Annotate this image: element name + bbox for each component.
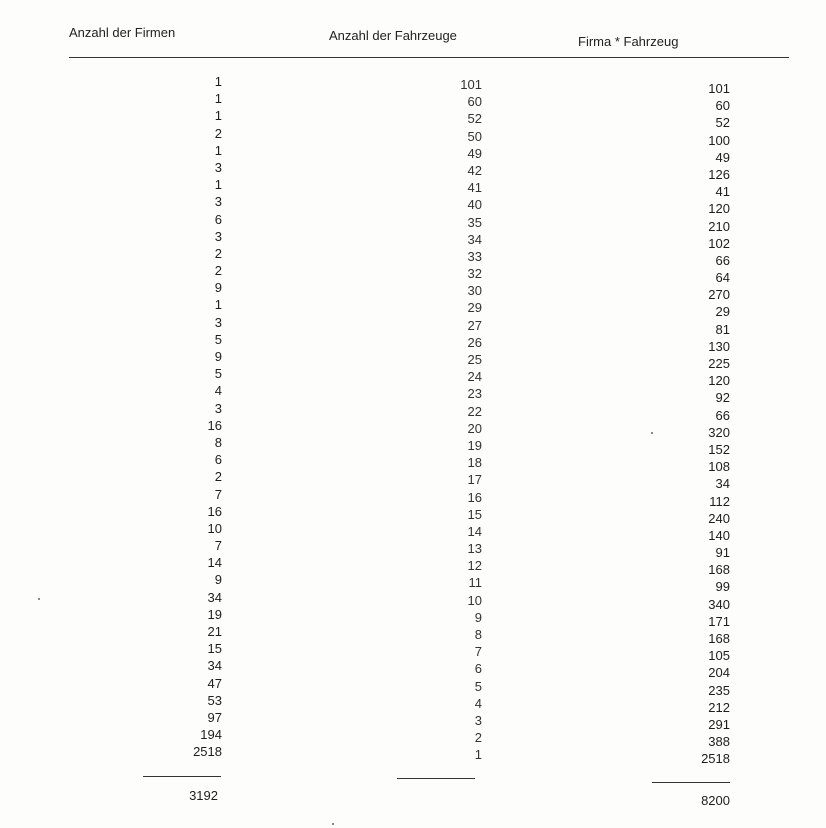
vehicles-cell: 60 [467, 94, 482, 110]
product-cell: 140 [708, 527, 730, 543]
vehicles-cell: 49 [467, 145, 482, 161]
product-cell: 168 [708, 562, 730, 578]
product-cell: 168 [708, 631, 730, 646]
product-cell: 291 [708, 716, 730, 732]
firms-cell: 3 [214, 194, 222, 210]
firms-cell: 19 [207, 606, 222, 622]
scan-speck [332, 823, 334, 825]
firms-cell: 7 [214, 486, 222, 502]
product-cell: 64 [715, 270, 730, 286]
scan-speck [38, 598, 40, 600]
vehicles-cell: 40 [467, 197, 482, 213]
firms-cell: 6 [214, 452, 222, 468]
firms-cell: 8 [214, 434, 222, 450]
vehicles-cell: 8 [474, 627, 482, 642]
product-cell: 240 [708, 510, 730, 526]
sum-rule-product [652, 782, 730, 783]
vehicles-cell: 101 [460, 77, 482, 92]
vehicles-cell: 24 [467, 369, 482, 385]
firms-cell: 2 [214, 263, 222, 279]
vehicles-cell: 29 [467, 300, 482, 316]
product-cell: 60 [715, 98, 730, 114]
firms-cell: 1 [214, 91, 222, 107]
vehicles-cell: 22 [467, 403, 482, 419]
product-cell: 120 [708, 373, 730, 389]
vehicles-cell: 12 [467, 558, 482, 574]
firms-cell: 97 [207, 709, 222, 725]
product-cell: 2518 [701, 751, 730, 767]
vehicles-cell: 50 [467, 128, 482, 144]
product-cell: 34 [715, 476, 730, 492]
product-cell: 204 [708, 665, 730, 681]
column-vehicles [420, 76, 482, 764]
vehicles-cell: 4 [474, 695, 482, 711]
vehicles-cell: 6 [474, 661, 482, 677]
product-cell: 130 [708, 338, 730, 354]
product-cell: 108 [708, 459, 730, 475]
vehicles-cell: 13 [467, 541, 482, 557]
product-cell: 66 [715, 252, 730, 268]
firms-cell: 3 [214, 228, 222, 244]
product-cell: 99 [715, 579, 730, 595]
vehicles-cell: 52 [467, 111, 482, 127]
product-cell: 126 [708, 166, 730, 182]
product-cell: 91 [715, 545, 730, 561]
firms-cell: 14 [207, 555, 222, 571]
product-cell: 102 [708, 235, 730, 251]
firms-cell: 5 [214, 331, 222, 347]
header-firms: Anzahl der Firmen [69, 25, 176, 40]
firms-cell: 16 [207, 417, 222, 433]
product-cell: 112 [709, 493, 730, 509]
firms-cell: 3 [214, 159, 222, 175]
vehicles-cell: 5 [474, 678, 482, 694]
firms-cell: 6 [214, 211, 222, 227]
vehicles-cell: 16 [467, 489, 482, 505]
header-rule [69, 57, 789, 58]
product-cell: 212 [708, 699, 730, 715]
product-cell: 388 [708, 734, 730, 750]
firms-cell: 9 [214, 349, 222, 364]
firms-cell: 10 [207, 520, 222, 536]
vehicles-cell: 35 [467, 214, 482, 230]
vehicles-cell: 2 [474, 730, 482, 746]
firms-cell: 9 [214, 280, 222, 296]
vehicles-cell: 19 [467, 437, 482, 453]
firms-cell: 1 [214, 142, 222, 158]
firms-cell: 2 [214, 245, 222, 261]
product-cell: 210 [708, 218, 730, 234]
vehicles-cell: 18 [467, 455, 482, 471]
vehicles-cell: 25 [467, 352, 482, 367]
vehicles-cell: 9 [474, 609, 482, 625]
vehicles-cell: 11 [468, 575, 482, 591]
product-cell: 152 [708, 441, 730, 457]
product-cell: 49 [715, 149, 730, 165]
product-cell: 270 [708, 287, 730, 303]
firms-cell: 15 [207, 641, 222, 657]
firms-cell: 2 [214, 125, 222, 141]
vehicles-cell: 3 [474, 712, 482, 728]
vehicles-cell: 32 [467, 266, 482, 282]
firms-cell: 1 [214, 177, 222, 193]
firms-cell: 2 [214, 469, 222, 485]
vehicles-cell: 10 [467, 592, 482, 608]
product-cell: 105 [708, 648, 730, 664]
total-product: 8200 [701, 793, 730, 808]
product-cell: 340 [708, 596, 730, 612]
product-cell: 225 [708, 356, 730, 371]
header-vehicles: Anzahl der Fahrzeuge [329, 28, 457, 43]
vehicles-cell: 17 [467, 472, 482, 488]
vehicles-cell: 41 [467, 180, 482, 196]
firms-cell: 5 [214, 366, 222, 382]
total-firms: 3192 [189, 788, 218, 803]
firms-cell: 9 [214, 572, 222, 588]
vehicles-cell: 23 [467, 386, 482, 402]
product-cell: 171 [708, 613, 730, 629]
sum-rule-vehicles [397, 778, 475, 779]
firms-cell: 4 [214, 383, 222, 399]
firms-cell: 1 [214, 297, 222, 313]
vehicles-cell: 30 [467, 283, 482, 299]
vehicles-cell: 26 [467, 334, 482, 350]
product-cell: 81 [715, 321, 730, 337]
firms-cell: 2518 [193, 744, 222, 760]
firms-cell: 194 [200, 727, 222, 743]
firms-cell: 34 [207, 658, 222, 674]
vehicles-cell: 7 [474, 644, 482, 660]
vehicles-cell: 42 [467, 162, 482, 178]
product-cell: 100 [708, 132, 730, 148]
product-cell: 320 [708, 424, 730, 440]
product-cell: 52 [715, 115, 730, 131]
firms-cell: 3 [214, 400, 222, 416]
column-firms [160, 73, 222, 761]
vehicles-cell: 15 [467, 506, 482, 522]
vehicles-cell: 27 [467, 317, 482, 333]
column-product [670, 80, 730, 768]
firms-cell: 34 [207, 589, 222, 605]
firms-cell: 3 [214, 314, 222, 330]
vehicles-cell: 20 [467, 420, 482, 436]
product-cell: 235 [708, 682, 730, 698]
product-cell: 101 [708, 81, 730, 96]
firms-cell: 16 [207, 503, 222, 519]
vehicles-cell: 14 [467, 523, 482, 539]
vehicles-cell: 1 [474, 747, 482, 763]
scan-speck [651, 432, 653, 434]
firms-cell: 53 [207, 692, 222, 708]
product-cell: 29 [715, 304, 730, 320]
firms-cell: 1 [214, 108, 222, 124]
firms-cell: 47 [207, 675, 222, 691]
vehicles-cell: 34 [467, 231, 482, 247]
firms-cell: 1 [214, 74, 222, 89]
vehicles-cell: 33 [467, 248, 482, 264]
product-cell: 120 [708, 201, 730, 217]
firms-cell: 7 [214, 538, 222, 554]
product-cell: 66 [715, 407, 730, 423]
sum-rule-firms [143, 776, 221, 777]
product-cell: 41 [715, 184, 730, 200]
product-cell: 92 [715, 390, 730, 406]
firms-cell: 21 [207, 624, 222, 639]
header-product: Firma * Fahrzeug [578, 34, 679, 49]
